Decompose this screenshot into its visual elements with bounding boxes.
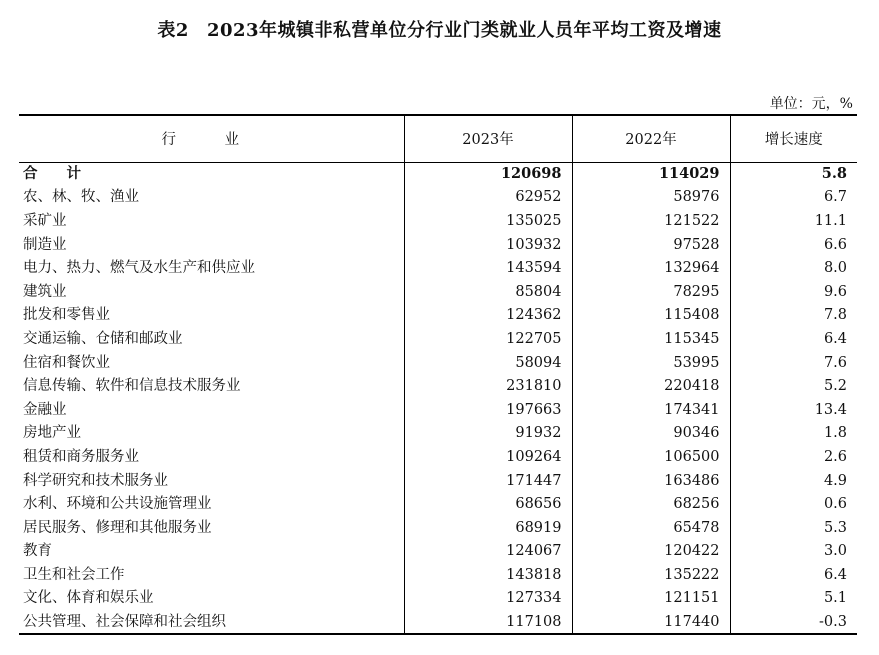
table-row (19, 233, 857, 257)
table-row (19, 304, 857, 328)
industry-cell: 制造业 (23, 236, 67, 253)
wage-2023-cell: 85804 (404, 280, 572, 304)
industry-cell: 交通运输、仓储和邮政业 (23, 330, 183, 347)
wage-2023-cell: 62952 (404, 186, 572, 210)
table-row (19, 563, 857, 587)
industry-cell: 批发和零售业 (23, 307, 110, 324)
wage-2023-cell: 68919 (404, 516, 572, 540)
growth-rate-cell: 7.6 (730, 351, 857, 375)
growth-rate-cell: 6.7 (730, 186, 857, 210)
wage-2022-cell: 65478 (572, 516, 730, 540)
industry-cell: 文化、体育和娱乐业 (23, 590, 154, 607)
growth-rate-cell: 7.8 (730, 304, 857, 328)
growth-rate-cell: 11.1 (730, 209, 857, 233)
wage-2022-cell: 117440 (572, 610, 730, 634)
wage-2022-cell: 120422 (572, 540, 730, 564)
wage-table-container (19, 114, 857, 635)
wage-2023-cell: 124362 (404, 304, 572, 328)
wage-2023-cell: 124067 (404, 540, 572, 564)
industry-cell: 水利、环境和公共设施管理业 (23, 496, 212, 513)
wage-2023-cell: 171447 (404, 469, 572, 493)
industry-cell: 住宿和餐饮业 (23, 354, 110, 371)
wage-2022-cell: 115345 (572, 327, 730, 351)
table-row (19, 351, 857, 375)
growth-rate-cell: 0.6 (730, 492, 857, 516)
table-title-text: 2023年城镇非私营单位分行业门类就业人员年平均工资及增速 (206, 20, 722, 41)
wage-2022-cell: 132964 (572, 256, 730, 280)
industry-cell: 租赁和商务服务业 (23, 448, 139, 465)
growth-rate-cell: 5.2 (730, 374, 857, 398)
wage-2023-cell: 231810 (404, 374, 572, 398)
table-row (19, 280, 857, 304)
table-row (19, 209, 857, 233)
table-number: 表2 (157, 20, 189, 41)
industry-cell: 信息传输、软件和信息技术服务业 (23, 378, 241, 395)
table-row (19, 445, 857, 469)
wage-2022-cell: 115408 (572, 304, 730, 328)
growth-rate-cell: 13.4 (730, 398, 857, 422)
industry-cell: 建筑业 (23, 283, 67, 300)
wage-2023-cell: 135025 (404, 209, 572, 233)
table-row (19, 374, 857, 398)
wage-2023-cell: 120698 (404, 162, 572, 186)
wage-2023-cell: 109264 (404, 445, 572, 469)
table-row (19, 610, 857, 634)
wage-2022-cell: 121522 (572, 209, 730, 233)
header-industry: 行 业 (19, 115, 404, 162)
growth-rate-cell: 3.0 (730, 540, 857, 564)
wage-2023-cell: 122705 (404, 327, 572, 351)
industry-cell: 科学研究和技术服务业 (23, 472, 168, 489)
growth-rate-cell: 8.0 (730, 256, 857, 280)
wage-2022-cell: 220418 (572, 374, 730, 398)
wage-2023-cell: 91932 (404, 422, 572, 446)
industry-cell: 教育 (23, 543, 52, 560)
wage-2023-cell: 143818 (404, 563, 572, 587)
growth-rate-cell: 6.4 (730, 327, 857, 351)
wage-2022-cell: 174341 (572, 398, 730, 422)
industry-cell: 房地产业 (23, 425, 81, 442)
unit-note: 单位：元，% (769, 96, 853, 112)
wage-2022-cell: 121151 (572, 587, 730, 611)
table-title (0, 16, 879, 42)
header-2023: 2023年 (404, 115, 572, 162)
table-row (19, 327, 857, 351)
table-row (19, 186, 857, 210)
wage-2022-cell: 68256 (572, 492, 730, 516)
wage-2022-cell: 135222 (572, 563, 730, 587)
table-row (19, 469, 857, 493)
wage-2023-cell: 197663 (404, 398, 572, 422)
growth-rate-cell: 5.8 (730, 162, 857, 186)
growth-rate-cell: 6.6 (730, 233, 857, 257)
growth-rate-cell: 4.9 (730, 469, 857, 493)
wage-2022-cell: 97528 (572, 233, 730, 257)
industry-cell: 公共管理、社会保障和社会组织 (19, 610, 404, 634)
wage-2023-cell: 58094 (404, 351, 572, 375)
table-body (19, 162, 857, 634)
wage-2023-cell: 68656 (404, 492, 572, 516)
table-header-row (19, 115, 857, 162)
industry-cell: 合 计 (23, 165, 94, 183)
growth-rate-cell: 6.4 (730, 563, 857, 587)
header-growth: 增长速度 (730, 115, 857, 162)
wage-2022-cell: 58976 (572, 186, 730, 210)
wage-2022-cell: 114029 (572, 162, 730, 186)
wage-2023-cell: 117108 (404, 610, 572, 634)
table-row (19, 256, 857, 280)
table-row (19, 540, 857, 564)
growth-rate-cell: 5.3 (730, 516, 857, 540)
industry-cell: 金融业 (23, 401, 67, 418)
table-row (19, 492, 857, 516)
wage-2022-cell: 106500 (572, 445, 730, 469)
growth-rate-cell: 9.6 (730, 280, 857, 304)
growth-rate-cell: 1.8 (730, 422, 857, 446)
wage-2023-cell: 143594 (404, 256, 572, 280)
wage-2023-cell: 127334 (404, 587, 572, 611)
growth-rate-cell: 5.1 (730, 587, 857, 611)
industry-cell: 居民服务、修理和其他服务业 (23, 519, 212, 536)
table-row (19, 516, 857, 540)
total-row (19, 162, 857, 186)
wage-2022-cell: 163486 (572, 469, 730, 493)
industry-cell: 采矿业 (23, 212, 67, 229)
growth-rate-cell: 2.6 (730, 445, 857, 469)
industry-cell: 农、林、牧、渔业 (23, 189, 139, 206)
industry-cell: 卫生和社会工作 (23, 566, 125, 583)
table-row (19, 398, 857, 422)
header-2022: 2022年 (572, 115, 730, 162)
wage-2022-cell: 78295 (572, 280, 730, 304)
table-row (19, 422, 857, 446)
wage-2022-cell: 53995 (572, 351, 730, 375)
wage-2022-cell: 90346 (572, 422, 730, 446)
wage-2023-cell: 103932 (404, 233, 572, 257)
wage-table (19, 114, 857, 635)
industry-cell: 电力、热力、燃气及水生产和供应业 (23, 260, 255, 277)
growth-rate-cell: -0.3 (730, 610, 857, 634)
table-row (19, 587, 857, 611)
